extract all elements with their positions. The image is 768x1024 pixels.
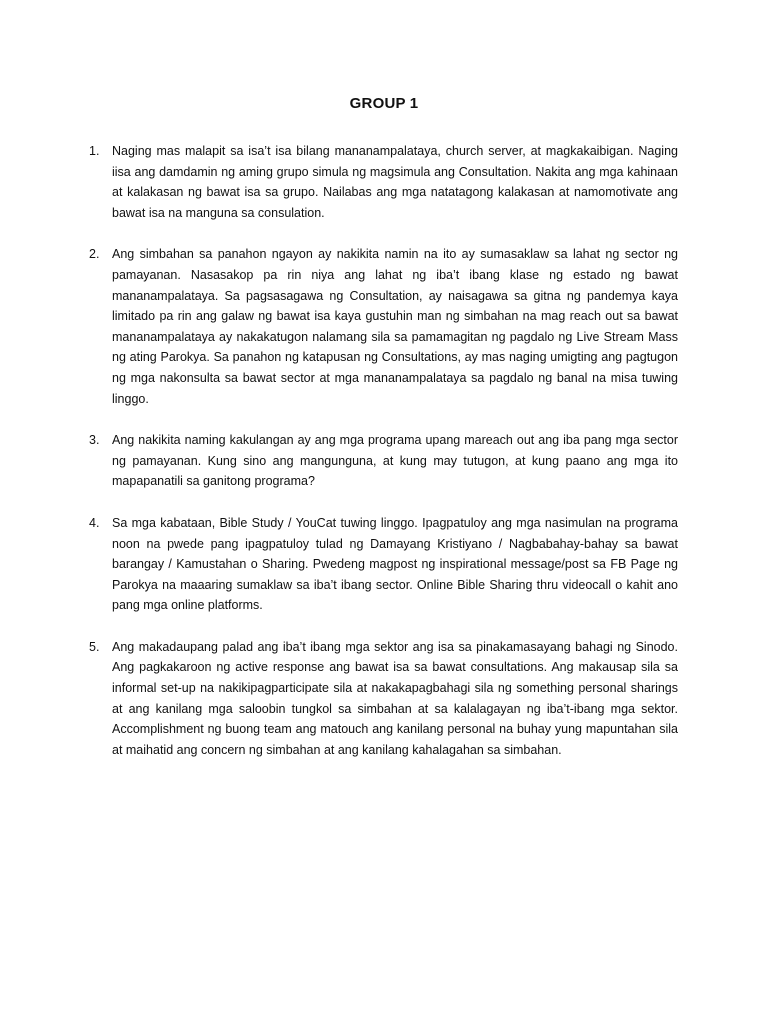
- list-item-text: Ang simbahan sa panahon ngayon ay nakikita namin na ito ay sumasaklaw sa lahat ng sector ng pamayanan. Nasasakop pa rin niya ang lahat ng iba’t ibang klase ng estado ng bawat mananampalataya. Sa pagsasagawa ng Consultation, ay naisagawa sa gitna ng pandemya kaya limitado pa rin ang galaw ng bawat isa kaya gustuhin man ng simbahan na mag reach out sa bawat mananampalataya ay nakakatugon nalamang sila sa pamamagitan ng pagdalo ng Live Stream Mass ng ating Parokya. Sa panahon ng katapusan ng Consultations, ay mas naging umigting ang pagtugon ng mga nakonsulta sa bawat sector at mga mananampalataya sa pagdalo ng banal na misa tuwing linggo.: [112, 247, 678, 406]
- list-number: 5.: [89, 639, 100, 654]
- list-item-4: [89, 513, 678, 616]
- numbered-list: [89, 141, 678, 781]
- list-item-3: [89, 430, 678, 492]
- list-item-5: [89, 637, 678, 761]
- list-number: 1.: [89, 144, 100, 158]
- list-item-2: [89, 244, 678, 409]
- page-title: GROUP 1: [349, 95, 419, 112]
- list-number: 4.: [89, 515, 100, 530]
- list-number: 2.: [89, 247, 100, 262]
- list-item-1: [89, 141, 678, 223]
- list-item-text: Ang makadaupang palad ang iba’t ibang mga sektor ang isa sa pinakamasayang bahagi ng Sinodo. Ang pagkakaroon ng active response ang bawat isa sa bawat consultations. Ang makausap sila sa informal set-up na nakikipagparticipate sila at nakakapagbahagi sila ng something personal sharings at ang kanilang mga saloobin tungkol sa simbahan at sa kalalagayan ng iba’t-ibang mga sektor. Accomplishment ng buong team ang matouch ang kanilang personal na buhay yung mapuntahan sila at maihatid ang concern ng simbahan at ang kanilang kahalagahan sa simbahan.: [112, 639, 678, 757]
- list-item-text: Naging mas malapit sa isa’t isa bilang mananampalataya, church server, at magkakaibigan. Naging iisa ang damdamin ng aming grupo simula ng magsimula ang Consultation. Nakita ang mga kahinaan at kalakasan ng bawat isa sa grupo. Nailabas ang mga natatagong kalakasan at namomotivate ang bawat isa na manguna sa consulation.: [112, 144, 678, 220]
- list-item-text: Sa mga kabataan, Bible Study / YouCat tuwing linggo. Ipagpatuloy ang mga nasimulan na programa noon na pwede pang ipagpatuloy tulad ng Damayang Kristiyano / Nagbabahay-bahay sa bawat barangay / Kamustahan o Sharing. Pwedeng magpost ng inspirational message/post sa FB Page ng Parokya na maaaring sumaklaw sa iba’t ibang sector. Online Bible Sharing thru videocall o kahit ano pang mga online platforms.: [112, 515, 678, 613]
- list-item-text: Ang nakikita naming kakulangan ay ang mga programa upang mareach out ang iba pang mga sector ng pamayanan. Kung sino ang mangunguna, at kung may tutugon, at kung paano ang mga ito mapapanatili sa ganitong programa?: [112, 433, 678, 489]
- list-number: 3.: [89, 433, 100, 448]
